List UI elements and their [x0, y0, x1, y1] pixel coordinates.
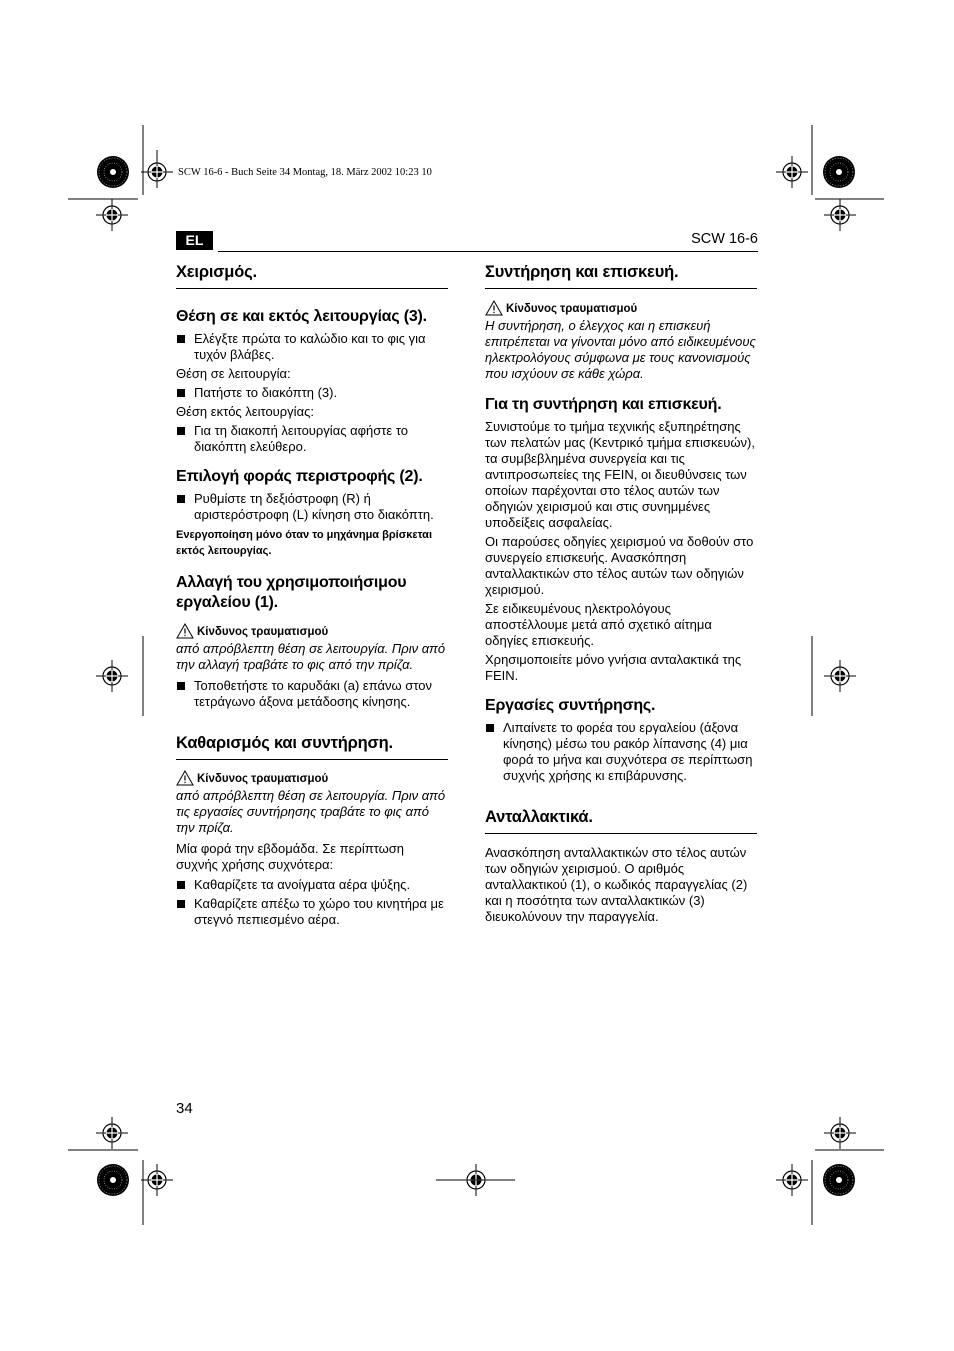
paragraph: Σε ειδικευμένους ηλεκτρολόγους αποστέλλουμε μετά από σχετικό αίτημα οδηγίες επισκευής.	[485, 601, 712, 648]
warning-label: Κίνδυνος τραυματισμού	[197, 626, 329, 638]
print-job-line: SCW 16-6 - Buch Seite 34 Montag, 18. März 2002 10:23 10	[178, 167, 432, 178]
heading-tool-change: Αλλαγή του χρησιμοποιήσιμου εργαλείου (1).	[176, 574, 407, 611]
paragraph: Θέση σε λειτουργία:	[176, 366, 291, 381]
list-item: Για τη διακοπή λειτουργίας αφήστε το διακόπτη ελεύθερο.	[176, 423, 448, 455]
list-item: Καθαρίζετε απέξω το χώρο του κινητήρα με στεγνό πεπιεσμένο αέρα.	[176, 896, 448, 928]
warning-heading	[176, 770, 448, 786]
list-item: Τοποθετήστε το καρυδάκι (a) επάνω στον τετράγωνο άξονα μετάδοσης κίνησης.	[176, 678, 448, 710]
right-column	[485, 262, 757, 925]
list-item: Πατήστε το διακόπτη (3).	[176, 385, 448, 401]
paragraph: Χρησιμοποιείτε μόνο γνήσια ανταλακτικά της FEIN.	[485, 652, 742, 683]
heading-service: Για τη συντήρηση και επισκευή.	[485, 396, 722, 413]
warning-text: από απρόβλεπτη θέση σε λειτουργία. Πριν από την αλλαγή τραβάτε το φις από την πρίζα.	[176, 641, 446, 672]
language-badge: EL	[176, 231, 213, 250]
heading-switch-on-off: Θέση σε και εκτός λειτουργίας (3).	[176, 308, 427, 325]
warning-icon	[485, 300, 503, 316]
warning-text: Η συντήρηση, ο έλεγχος και η επισκευή επιτρέπεται να γίνονται μόνο από ειδικευμένους ηλεκτρολόγους σύμφωνα με τους κανονισμούς που ισχύουν σε κάθε χώρα.	[485, 318, 756, 381]
paragraph: Συνιστούμε το τμήμα τεχνικής εξυπηρέτησης των πελατών μας (Κεντρικό τμήμα επισκευών), τα συμβεβλημένα συνεργεία και τις αντιπροσωπείες της FEIN, οι διευθύνσεις των οποίων παρέχονται στο τέλος αυτών των οδηγιών χειρισμού και στις συνημμένες υποδείξεις ασφαλείας.	[485, 419, 755, 530]
list-item: Καθαρίζετε τα ανοίγματα αέρα ψύξης.	[176, 877, 448, 893]
list-item: Ρυθμίστε τη δεξιόστροφη (R) ή αριστερόστροφη (L) κίνηση στο διακόπτη.	[176, 491, 448, 523]
list-item: Ελέγξτε πρώτα το καλώδιο και το φις για τυχόν βλάβες.	[176, 331, 448, 363]
warning-label: Κίνδυνος τραυματισμού	[197, 773, 329, 785]
paragraph: Μία φορά την εβδομάδα. Σε περίπτωση συχνής χρήσης συχνότερα:	[176, 841, 405, 872]
list-item: Λιπαίνετε το φορέα του εργαλείου (άξονα κίνησης) μέσω του ρακόρ λίπανσης (4) μια φορά το μήνα και συχνότερα σε περίπτωση συχνής χρήσης κι επιβάρυνσης.	[485, 720, 757, 784]
note: Ενεργοποίηση μόνο όταν το μηχάνημα βρίσκεται εκτός λειτουργίας.	[176, 529, 433, 557]
header-rule	[218, 251, 758, 252]
heading-maintenance-work: Εργασίες συντήρησης.	[485, 697, 656, 714]
paragraph: Ανασκόπηση ανταλλακτικών στο τέλος αυτών των οδηγιών χειρισμού. Ο αριθμός ανταλλακτικού (1), ο κωδικός παραγγελίας (2) και η ποσότητα των ανταλλακτικών (3) διευκολύνουν την παραγγελία.	[485, 845, 748, 924]
paragraph: Θέση εκτός λειτουργίας:	[176, 404, 314, 419]
heading-rotation-direction: Επιλογή φοράς περιστροφής (2).	[176, 468, 423, 485]
section-title-maintenance: Συντήρηση και επισκευή.	[485, 263, 757, 289]
warning-label: Κίνδυνος τραυματισμού	[506, 303, 638, 315]
page-number: 34	[176, 1100, 193, 1117]
warning-icon	[176, 623, 194, 639]
paragraph: Οι παρούσες οδηγίες χειρισμού να δοθούν στο συνεργείο επισκευής. Ανασκόπηση ανταλλακτικών στο τέλος αυτών των οδηγιών χειρισμού.	[485, 534, 754, 597]
warning-heading	[485, 300, 757, 316]
warning-text: από απρόβλεπτη θέση σε λειτουργία. Πριν από τις εργασίες συντήρησης τραβάτε το φις από την πρίζα.	[176, 788, 446, 835]
section-title-cleaning: Καθαρισμός και συντήρηση.	[176, 734, 448, 760]
model-name: SCW 16-6	[691, 231, 758, 247]
section-title-spare-parts: Ανταλλακτικά.	[485, 808, 757, 834]
warning-heading	[176, 623, 448, 639]
section-title-operation: Χειρισμός.	[176, 263, 448, 289]
left-column	[176, 262, 448, 928]
warning-icon	[176, 770, 194, 786]
